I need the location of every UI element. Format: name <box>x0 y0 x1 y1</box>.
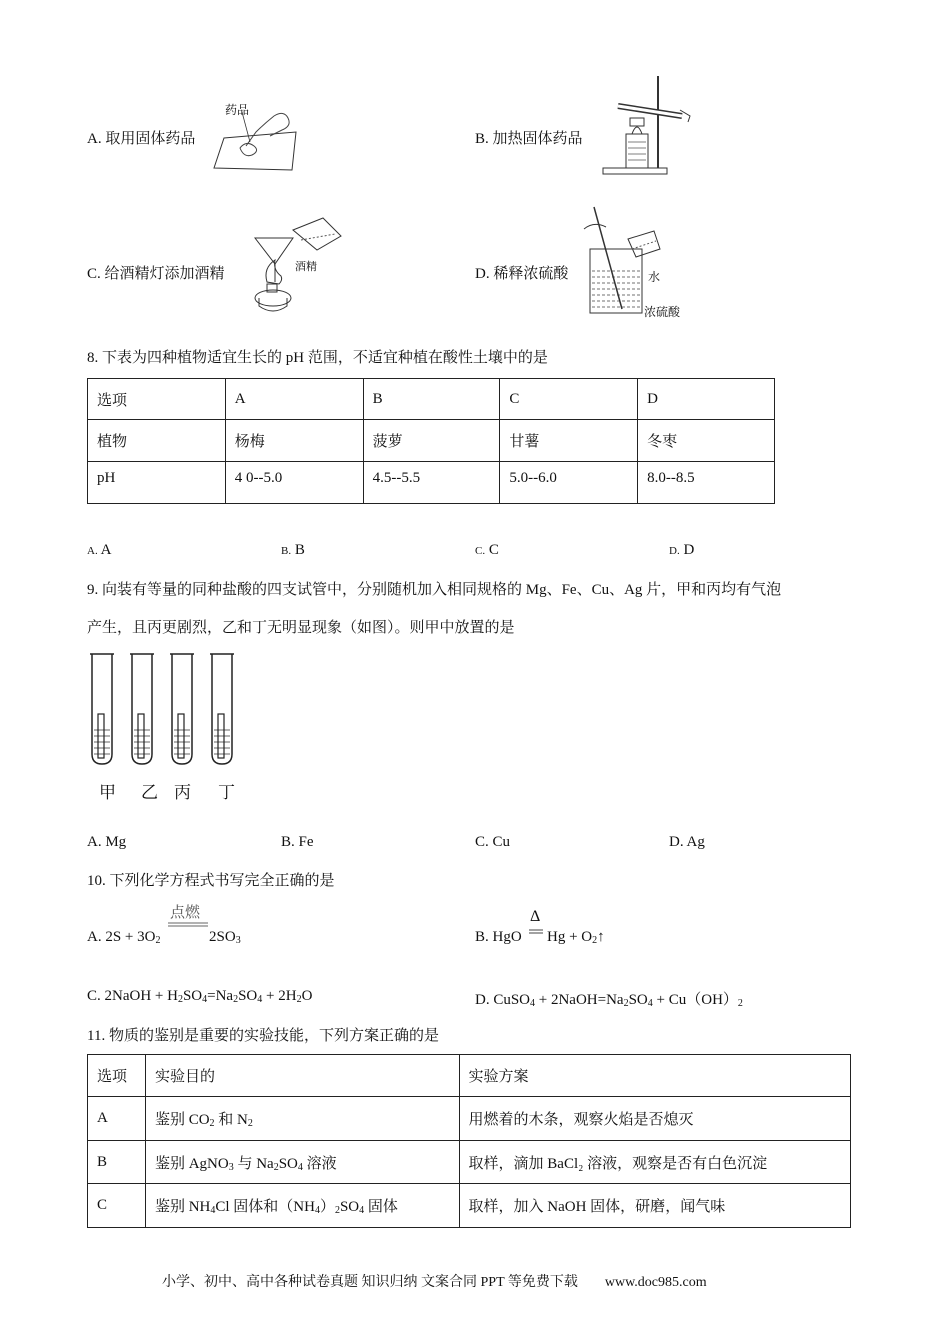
q10-option-a-product: $2SO_3$ <box>209 929 241 946</box>
table-cell: 杨梅 <box>225 420 363 462</box>
table-cell: 取样，加入 NaOH 固体，研磨，闻气味 <box>459 1184 850 1228</box>
choice-text: Fe <box>298 834 314 850</box>
q7-option-c <box>87 262 225 283</box>
choice-text: B <box>294 542 305 558</box>
table-cell: 4.5--5.5 <box>363 462 500 504</box>
alcohol-label: 酒精 <box>295 260 317 273</box>
table-cell: 5.0--6.0 <box>500 462 638 504</box>
choice-letter: C. <box>475 545 486 557</box>
option-text: 稀释浓硫酸 <box>493 266 569 282</box>
choice-text: Cu <box>492 834 511 850</box>
q10-stem: 10. 下列化学方程式书写完全正确的是 <box>87 873 335 889</box>
table-cell: 冬枣 <box>638 420 775 462</box>
choice-letter: A. <box>87 545 98 557</box>
header-cell: 实验方案 <box>459 1055 850 1097</box>
footer-text: 小学、初中、高中各种试卷真题 知识归纳 文案合同 PPT 等免费下载 <box>162 1275 578 1290</box>
q10-option-a: A. $2S + 3O_2$ <box>87 929 161 946</box>
q9-choice-d <box>669 834 705 851</box>
heating-solid-illustration <box>600 76 696 176</box>
table-cell: D <box>638 379 775 420</box>
q9-choice-b <box>281 834 314 851</box>
table-row <box>88 1097 851 1141</box>
choice-letter: D. <box>669 834 684 850</box>
q9-choice-a <box>87 834 126 851</box>
q11-stem: 11. 物质的鉴别是重要的实验技能，下列方案正确的是 <box>87 1028 439 1044</box>
q7-option-a <box>87 127 195 148</box>
table-cell: B <box>363 379 500 420</box>
q10-option-b: B. HgO <box>475 929 522 945</box>
choice-text: A <box>100 542 112 558</box>
q8-choice-c <box>475 542 499 559</box>
table-cell: 鉴别 $NH_4Cl$ 固体和$(NH_4)_2SO_4$ 固体 <box>145 1184 459 1228</box>
q7-option-b <box>475 127 583 148</box>
q9-stem-line2: 产生，且丙更剧烈，乙和丁无明显现象（如图）。则甲中放置的是 <box>87 620 515 636</box>
tube-label-jia: 甲 <box>99 783 116 803</box>
q8-choice-a <box>87 542 111 559</box>
tube-label-bing: 丙 <box>174 783 191 803</box>
q11-table <box>87 1054 851 1228</box>
option-text: 给酒精灯添加酒精 <box>104 266 225 282</box>
choice-text: Ag <box>686 834 705 850</box>
table-cell: C <box>500 379 638 420</box>
option-text: 取用固体药品 <box>105 131 196 147</box>
table-row <box>88 1141 851 1184</box>
q10-option-c: C. 2NaOH + $H_2SO_4=Na_2SO_4 + 2H_2O$ <box>87 988 313 1005</box>
footer-url[interactable]: www.doc985.com <box>604 1275 707 1290</box>
dilute-acid-illustration <box>580 205 670 315</box>
double-equals-sign <box>168 922 208 930</box>
heat-condition: Δ <box>530 908 541 925</box>
choice-text: D <box>683 542 695 558</box>
q9-choice-c <box>475 834 510 851</box>
table-cell: 选项 <box>88 379 226 420</box>
q10-option-d: D. CuSO$_4$ + $2NaOH=Na_2SO_4 + Cu(OH)_2$ <box>475 992 743 1009</box>
table-cell: 甘薯 <box>500 420 638 462</box>
table-cell: A <box>88 1097 146 1141</box>
q8-stem: 8. 下表为四种植物适宜生长的 pH 范围，不适宜种植在酸性土壤中的是 <box>87 350 548 366</box>
choice-text: Mg <box>105 834 127 850</box>
choice-letter: B. <box>281 834 295 850</box>
header-cell: 实验目的 <box>145 1055 459 1097</box>
table-cell: B <box>88 1141 146 1184</box>
table-row <box>88 1055 851 1097</box>
choice-letter: B. <box>281 545 292 557</box>
double-equals-sign <box>529 929 543 935</box>
table-row <box>88 379 775 420</box>
tube-label-yi: 乙 <box>141 783 158 803</box>
table-cell: 用燃着的木条，观察火焰是否熄灭 <box>459 1097 850 1141</box>
q10-option-b-product: $Hg + O_2↑$ <box>547 929 605 946</box>
q7-option-d <box>475 262 568 283</box>
option-letter: D. <box>475 266 490 282</box>
table-cell: 4 0--5.0 <box>225 462 363 504</box>
q8-choice-d <box>669 542 694 559</box>
table-cell: 鉴别 $CO_2$ 和 $N_2$ <box>145 1097 459 1141</box>
acid-label: 浓硫酸 <box>644 305 681 319</box>
choice-letter: D. <box>669 545 680 557</box>
choice-letter: A. <box>87 834 102 850</box>
option-letter: B. <box>475 131 489 147</box>
table-cell: 8.0--8.5 <box>638 462 775 504</box>
option-letter: C. <box>87 266 101 282</box>
option-text: 加热固体药品 <box>492 131 583 147</box>
tube-label-ding: 丁 <box>218 783 235 803</box>
q8-table <box>87 378 775 504</box>
q9-stem-line1: 9. 向装有等量的同种盐酸的四支试管中，分别随机加入相同规格的 Mg、Fe、Cu、Ag 片，甲和丙均有气泡 <box>87 582 782 598</box>
choice-text: C <box>488 542 499 558</box>
test-tubes-illustration <box>88 650 238 770</box>
table-cell: 植物 <box>88 420 226 462</box>
table-cell: A <box>225 379 363 420</box>
q8-choice-b <box>281 542 305 559</box>
table-cell: C <box>88 1184 146 1228</box>
water-label: 水 <box>648 270 661 284</box>
choice-letter: C. <box>475 834 489 850</box>
medicine-label: 药品 <box>225 103 250 117</box>
table-row <box>88 462 775 504</box>
option-letter: A. <box>87 131 102 147</box>
table-cell: 菠萝 <box>363 420 500 462</box>
table-row <box>88 420 775 462</box>
table-row <box>88 1184 851 1228</box>
table-cell: 鉴别 AgNO$_3$ 与 $Na_2SO_4$ 溶液 <box>145 1141 459 1184</box>
footer <box>162 1271 707 1291</box>
table-cell: 取样，滴加 BaCl₂ 溶液，观察是否有白色沉淀 <box>459 1141 850 1184</box>
table-cell: pH <box>88 462 226 504</box>
ignite-condition: 点燃 <box>170 903 201 921</box>
header-cell: 选项 <box>88 1055 146 1097</box>
